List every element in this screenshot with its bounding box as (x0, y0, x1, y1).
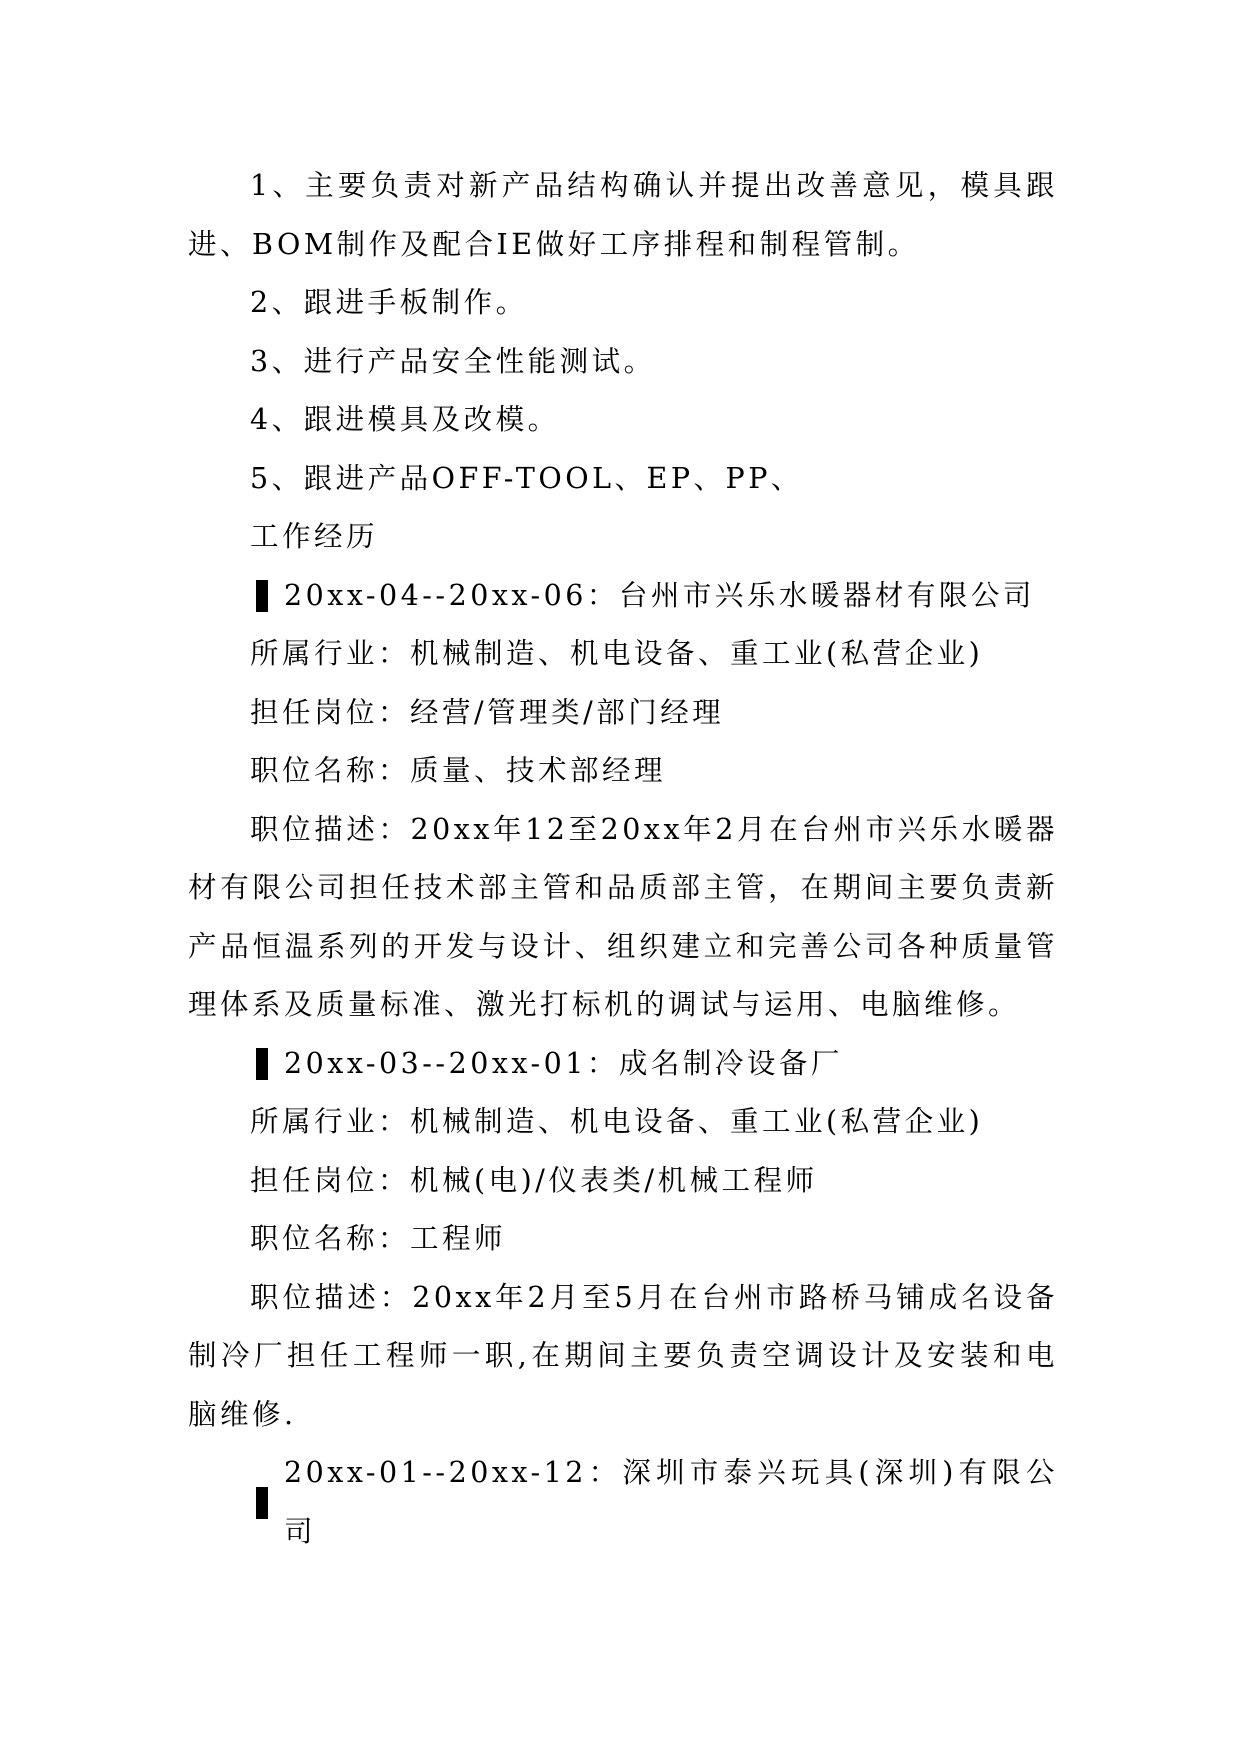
entry-header-text: 20xx-04--20xx-06：台州市兴乐水暖器材有限公司 (284, 578, 1035, 612)
entry-description: 职位描述：20xx年2月至5月在台州市路桥马铺成名设备制冷厂担任工程师一职,在期间主要负责空调设计及安装和电脑维修. (188, 1280, 1058, 1431)
entry-industry: 所属行业：机械制造、机电设备、重工业(私营企业) (250, 1105, 984, 1138)
entry-description: 职位描述：20xx年12至20xx年2月在台州市兴乐水暖器材有限公司担任技术部主管和品质部主管，在期间主要负责新产品恒温系列的开发与设计、组织建立和完善公司各种质量管理体系及质量标准、激光打标机的调试与运用、电脑维修。 (188, 812, 1058, 1021)
entry-header-2 (188, 1035, 1058, 1094)
responsibility-item-4: 4、跟进模具及改模。 (250, 403, 560, 436)
bullet-bar-icon (256, 580, 268, 612)
entry-position: 担任岗位：经营/管理类/部门经理 (250, 695, 725, 729)
responsibility-item-5: 5、跟进产品OFF-TOOL、EP、PP、 (250, 461, 803, 495)
responsibility-item-3: 3、进行产品安全性能测试。 (250, 344, 656, 378)
responsibility-item-2: 2、跟进手板制作。 (250, 286, 528, 319)
entry-header-1 (188, 567, 1058, 626)
section-title-work-experience: 工作经历 (250, 520, 379, 553)
bullet-bar-icon (256, 1048, 268, 1080)
entry-header-text: 20xx-03--20xx-01：成名制冷设备厂 (284, 1046, 843, 1080)
entry-header-text: 20xx-01--20xx-12：深圳市泰兴玩具(深圳)有限公司 (284, 1456, 1058, 1548)
entry-position: 担任岗位：机械(电)/仪表类/机械工程师 (250, 1163, 818, 1197)
document-page (188, 157, 1058, 1561)
entry-industry: 所属行业：机械制造、机电设备、重工业(私营企业) (250, 637, 984, 670)
responsibility-item-1: 1、主要负责对新产品结构确认并提出改善意见，模具跟进、BOM制作及配合IE做好工序排程和制程管制。 (188, 169, 1058, 261)
entry-header-3 (188, 1444, 1058, 1561)
bullet-bar-icon (256, 1487, 268, 1519)
entry-title: 职位名称：质量、技术部经理 (250, 754, 667, 787)
entry-title: 职位名称：工程师 (250, 1222, 507, 1255)
